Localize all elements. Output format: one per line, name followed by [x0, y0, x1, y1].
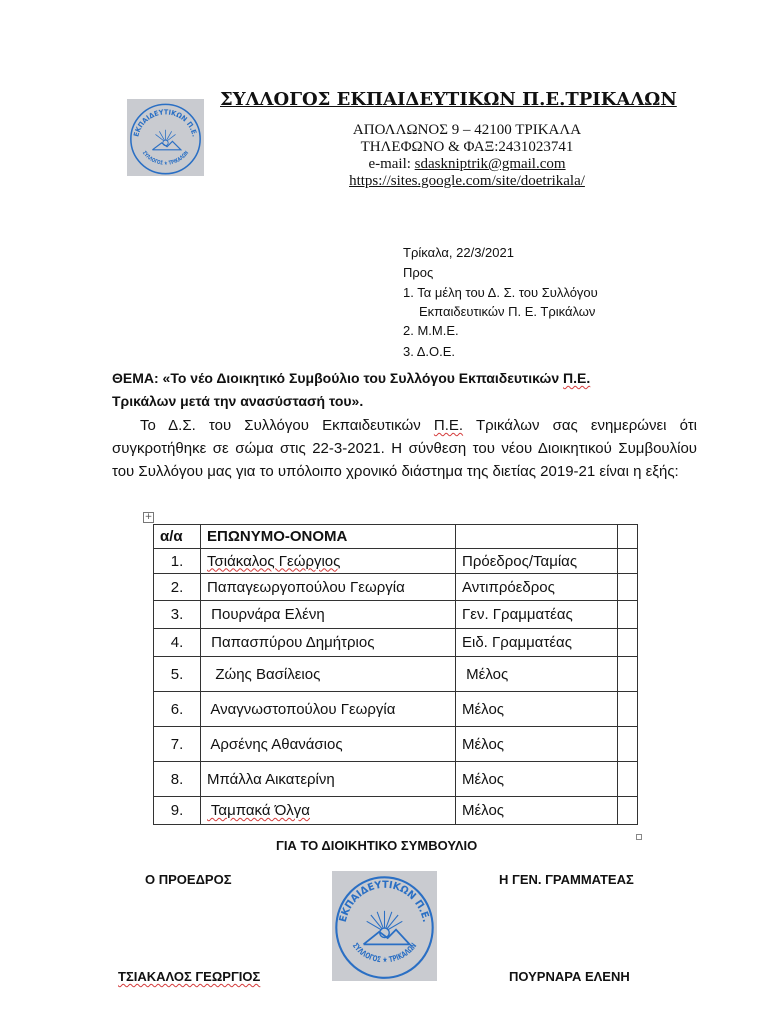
- email-link[interactable]: sdaskniptrik@gmail.com: [414, 156, 566, 172]
- table-row: [154, 574, 638, 601]
- row-blank: [618, 692, 638, 727]
- website-line: [302, 173, 632, 190]
- row-blank: [618, 727, 638, 762]
- email-line: [302, 156, 632, 173]
- email-label: e-mail:: [368, 156, 415, 172]
- association-stamp-icon: [332, 871, 437, 981]
- body-part1: Το Δ.Σ. του Συλλόγου Εκπαιδευτικών: [140, 417, 434, 434]
- subject-line-2: Τρικάλων μετά την ανασύστασή του».: [112, 393, 364, 409]
- recipient-1: 1. Τα μέλη του Δ. Σ. του Συλλόγου: [403, 285, 598, 300]
- association-logo: [127, 99, 204, 176]
- row-blank: [618, 657, 638, 692]
- body-part2: Τρικάλων σας ενημερώνει ότι συγκροτήθηκε σε σώμα στις 22-3-2021. Η σύνθεση του νέου Διοικητικού Συμβουλίου του Συλλόγου μας για το υπόλοιπο χρονικό διάστημα της διετίας 2019-21 είναι η εξής:: [112, 417, 698, 480]
- table-header-row: [154, 525, 638, 549]
- to-label: Προς: [403, 265, 434, 280]
- row-role: Μέλος: [456, 727, 618, 762]
- header-role: [456, 525, 618, 549]
- header-index: α/α: [154, 525, 201, 549]
- body-pe: Π.Ε.: [433, 417, 464, 434]
- row-blank: [618, 629, 638, 657]
- row-role: Πρόεδρος/Ταμίας: [456, 549, 618, 574]
- row-role: Μέλος: [456, 762, 618, 797]
- secretary-title: Η ΓΕΝ. ΓΡΑΜΜΑΤΕΑΣ: [499, 872, 634, 887]
- organization-name: ΣΥΛΛΟΓΟΣ ΕΚΠΑΙΔΕΥΤΙΚΩΝ Π.Ε.ΤΡΙΚΑΛΩΝ: [220, 89, 677, 110]
- row-number: 4.: [154, 629, 201, 657]
- website-link[interactable]: https://sites.google.com/site/doetrikala/: [349, 173, 585, 189]
- row-role: Μέλος: [456, 657, 618, 692]
- for-board-label: ΓΙΑ ΤΟ ΔΙΟΙΚΗΤΙΚΟ ΣΥΜΒΟΥΛΙΟ: [276, 838, 478, 853]
- svg-text:ΣΥΛΛΟΓΟΣ ★ ΤΡΙΚΑΛΩΝ: [141, 150, 190, 167]
- row-name: Αναγνωστοπούλου Γεωργία: [201, 692, 456, 727]
- table-resize-handle[interactable]: [636, 834, 642, 840]
- row-name: Τσιάκαλος Γεώργιος: [201, 549, 456, 574]
- row-name: Πουρνάρα Ελένη: [201, 601, 456, 629]
- row-role: Μέλος: [456, 692, 618, 727]
- row-name: Μπάλλα Αικατερίνη: [201, 762, 456, 797]
- phone-fax: ΤΗΛΕΦΩΝΟ & ΦΑΞ:2431023741: [360, 139, 574, 155]
- row-role: Αντιπρόεδρος: [456, 574, 618, 601]
- row-blank: [618, 549, 638, 574]
- row-number: 2.: [154, 574, 201, 601]
- subject-line-1: [112, 368, 590, 388]
- place-date: Τρίκαλα, 22/3/2021: [403, 245, 514, 260]
- row-name: Παπαγεωργοπούλου Γεωργία: [201, 574, 456, 601]
- table-row: [154, 762, 638, 797]
- table-row: [154, 549, 638, 574]
- row-number: 1.: [154, 549, 201, 574]
- row-role: Μέλος: [456, 797, 618, 825]
- association-stamp: [332, 871, 437, 981]
- row-number: 3.: [154, 601, 201, 629]
- row-blank: [618, 797, 638, 825]
- row-role: Ειδ. Γραμματέας: [456, 629, 618, 657]
- body-paragraph: [112, 414, 697, 483]
- row-blank: [618, 601, 638, 629]
- president-title: Ο ΠΡΟΕΔΡΟΣ: [145, 872, 232, 887]
- row-name: Ταμπακά Όλγα: [201, 797, 456, 825]
- address: ΑΠΟΛΛΩΝΟΣ 9 – 42100 ΤΡΙΚΑΛΑ: [352, 122, 582, 138]
- recipient-3: 3. Δ.Ο.Ε.: [403, 344, 456, 359]
- stamp-ring-text-bottom: ΣΥΛΛΟΓΟΣ ★ ΤΡΙΚΑΛΩΝ: [350, 939, 420, 965]
- row-number: 9.: [154, 797, 201, 825]
- recipient-1-cont: Εκπαιδευτικών Π. Ε. Τρικάλων: [419, 304, 596, 319]
- seal-ring-text-top: ΕΚΠΑΙΔΕΥΤΙΚΩΝ Π.Ε.: [132, 108, 199, 138]
- row-blank: [618, 762, 638, 797]
- row-name: Αρσένης Αθανάσιος: [201, 727, 456, 762]
- table-row: [154, 692, 638, 727]
- header-blank: [618, 525, 638, 549]
- row-number: 8.: [154, 762, 201, 797]
- seal-ring-text-bottom: ΣΥΛΛΟΓΟΣ ★ ΤΡΙΚΑΛΩΝ: [140, 149, 191, 167]
- move-table-icon[interactable]: +: [144, 512, 153, 522]
- row-number: 7.: [154, 727, 201, 762]
- subject-pe: Π.Ε.: [563, 370, 591, 386]
- row-name: Ζώης Βασίλειος: [201, 657, 456, 692]
- secretary-name: ΠΟΥΡΝΑΡΑ ΕΛΕΝΗ: [509, 969, 630, 984]
- subject-prefix: ΘΕΜΑ: «Το νέο Διοικητικό Συμβούλιο του Συλλόγου Εκπαιδευτικών: [112, 370, 564, 386]
- table-row: [154, 797, 638, 825]
- recipient-2: 2. Μ.Μ.Ε.: [403, 323, 459, 338]
- row-name: Παπασπύρου Δημήτριος: [201, 629, 456, 657]
- stamp-ring-text-top: ΕΚΠΑΙΔΕΥΤΙΚΩΝ Π.Ε.: [337, 879, 432, 924]
- table-row: [154, 629, 638, 657]
- row-number: 5.: [154, 657, 201, 692]
- table-row: [154, 727, 638, 762]
- association-seal-icon: [127, 99, 204, 176]
- board-members-table: [153, 524, 638, 825]
- row-blank: [618, 574, 638, 601]
- president-name: ΤΣΙΑΚΑΛΟΣ ΓΕΩΡΓΙΟΣ: [118, 969, 261, 984]
- table-row: [154, 601, 638, 629]
- header-name: ΕΠΩΝΥΜΟ-ΟΝΟΜΑ: [201, 525, 456, 549]
- row-number: 6.: [154, 692, 201, 727]
- table-row: [154, 657, 638, 692]
- row-role: Γεν. Γραμματέας: [456, 601, 618, 629]
